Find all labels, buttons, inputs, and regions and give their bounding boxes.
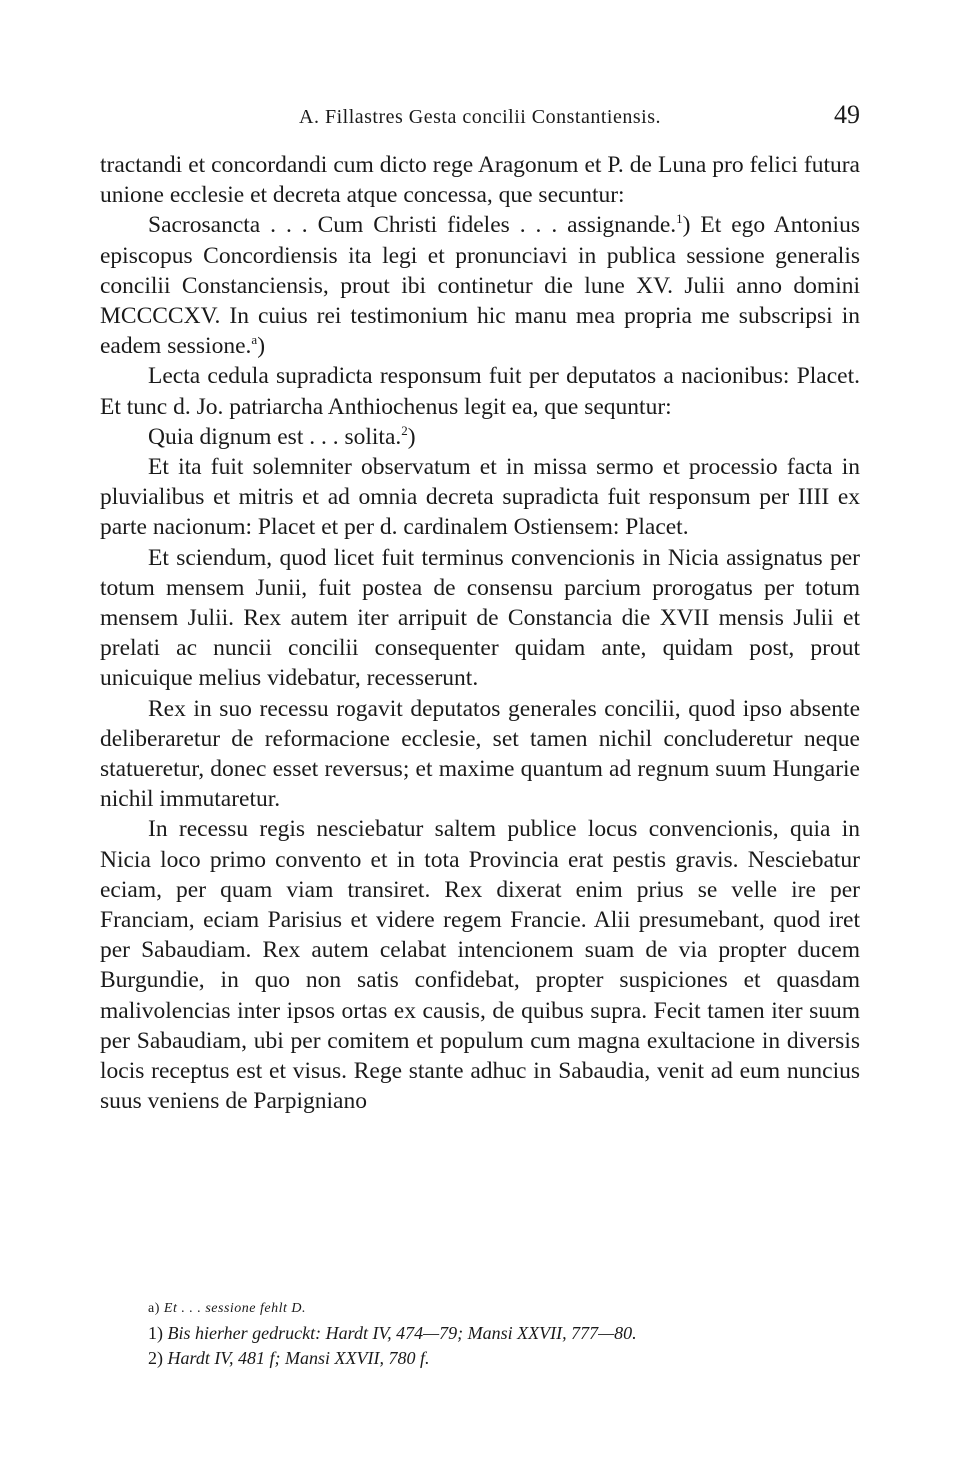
paragraph: Rex in suo recessu rogavit deputatos generales concilii, quod ipso absente deliberaretur de reformacione ecclesie, set tamen nichil concluderetur neque statueretur, donec esset reversus; et maxime quantum ad regnum suum Hungarie nichil immutaretur.: [100, 695, 860, 813]
footnote-ref: 2: [401, 423, 408, 438]
footnote-1: 1) Bis hierher gedruckt: Hardt IV, 474—79; Mansi XXVII, 777—80.: [148, 1323, 637, 1343]
footnote-a: a) Et . . . sessione fehlt D.: [148, 1301, 306, 1316]
paragraph: Lecta cedula supradicta responsum fuit per deputatos a nacionibus: Placet. Et tunc d. Jo. patriarcha Anthiochenus legit ea, que sequntur:: [100, 363, 860, 420]
footnote-ref: 1: [676, 211, 683, 227]
paragraph: Et sciendum, quod licet fuit terminus convencionis in Nicia assignatus per totum mensem Junii, fuit postea de consensu parcium prorogatus per totum mensem Julii. Rex autem iter arripuit de Constancia die XVII mensis Julii et prelati ac nuncii concilii consequenter quidam ante, quidam post, prout unicuique melius videbatur, recesserunt.: [100, 544, 860, 692]
page-header: [100, 100, 860, 132]
paragraph: Et ita fuit solemniter observatum et in missa sermo et processio facta in pluvialibus et mitris et ad omnia decreta supradicta fuit responsum per IIII ex parte nacionum: Placet et per d. cardinalem Ostiensem: Placet.: [100, 454, 860, 541]
footnote-ref: a: [251, 332, 258, 348]
page-number: 49: [834, 100, 860, 129]
paragraph: In recessu regis nesciebatur saltem publice locus convencionis, quia in Nicia loco primo convento et in tota Provincia erat pestis gravis. Nesciebatur eciam, per quam viam transiret. Rex dixerat enim prius se velle ire per Franciam, eciam Parisius et videre regem Francie. Alii presumebant, quod iret per Sabaudiam. Rex autem celabat intencionem suam de via propter ducem Burgundie, in quo non satis confidebat, propter suspiciones et quasdam malivolencias inter ipsos ortas ex causis, de quibus supra. Fecit tamen iter suum per Sabaudiam, ubi per comitem et populum cum magna exultacione in diversis locis receptus est et visus. Rege stante adhuc in Sabaudia, venit ad eum nuncius suus veniens de Parpigniano: [100, 816, 860, 1115]
paragraph: tractandi et concordandi cum dicto rege Aragonum et P. de Luna pro felici futura unione ecclesie et decreta atque concessa, que secuntur:: [100, 152, 860, 209]
footnote-2: 2) Hardt IV, 481 f; Mansi XXVII, 780 f.: [148, 1348, 430, 1368]
running-head: A. Fillastres Gesta concilii Constantiensis.: [299, 106, 661, 128]
main-text: [100, 150, 860, 1117]
paragraph: Sacrosancta . . . Cum Christi fideles . . . assignande.$^1$) Et ego Antonius episcopus Concordiensis ita legi et pronunciavi in publica sessione generalis concilii Constanciensis, prout ibi continetur die lune XV. Julii anno domini MCCCCXV. In cuius rei testimonium hic manu mea propria me subscripsi in eadem sessione.$^a$): [100, 211, 860, 360]
paragraph: Quia dignum est . . . solita.$^2$): [148, 423, 416, 450]
footnotes: [148, 1296, 868, 1371]
